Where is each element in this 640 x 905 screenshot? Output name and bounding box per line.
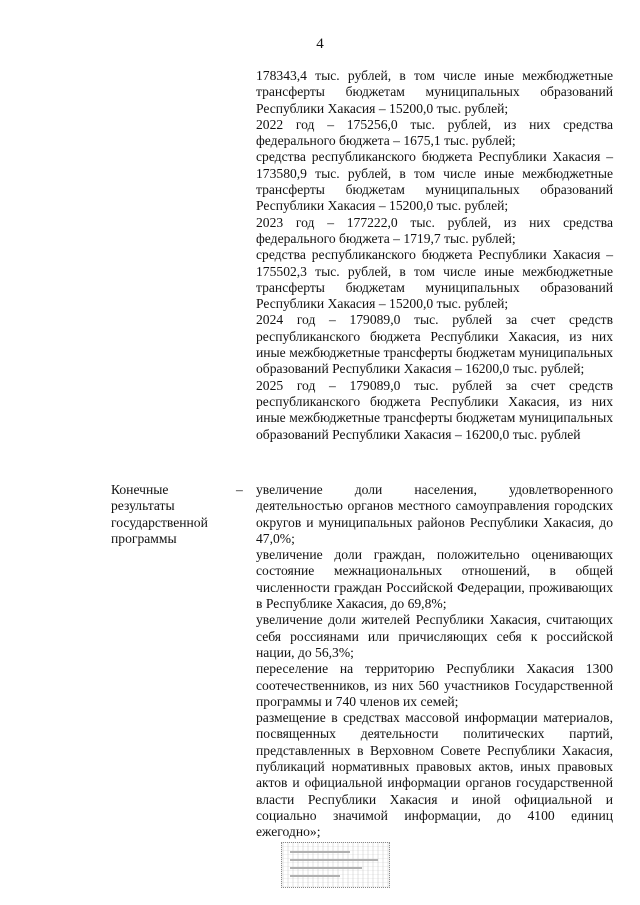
result-item: увеличение доли жителей Республики Хакасия, считающих себя россиянами или причисляющих себя к российской нации, до 56,3%; — [256, 612, 613, 660]
funding-paragraph: 2023 год – 177222,0 тыс. рублей, из них средства федерального бюджета – 1719,7 тыс. рублей; — [256, 214, 613, 246]
funding-paragraph: 2022 год – 175256,0 тыс. рублей, из них средства федерального бюджета – 1675,1 тыс. рублей; — [256, 116, 613, 149]
funding-paragraph: 2024 год – 179089,0 тыс. рублей за счет средств республиканского бюджета Республики Хакасия, из них иные межбюджетные трансферты бюджетам муниципальных образований Республики Хакасия – 16200,0 тыс. рублей; — [256, 312, 613, 377]
funding-paragraph: 178343,4 тыс. рублей, в том числе иные межбюджетные трансферты бюджетам муниципальных образований Республики Хакасия – 15200,0 тыс. рублей; — [256, 68, 613, 116]
results-label: Конечные результаты государственной программы — [111, 482, 208, 546]
page-number: 4 — [316, 36, 324, 52]
result-item: размещение в средствах массовой информации материалов, посвященных деятельности политических партий, представленных в Верховном Совете Республики Хакасия, публикаций нормативных правовых актов, иных правовых актов и официальной информации органов государственной власти Республики Хакасия и иной официальной и социально значимой информации, до 4100 единиц ежегодно»; — [256, 710, 613, 840]
funding-paragraph: 2025 год – 179089,0 тыс. рублей за счет средств республиканского бюджета Республики Хакасия, из них иные межбюджетные трансферты бюджетам муниципальных образований Республики Хакасия – 16200,0 тыс. рублей — [256, 377, 613, 442]
funding-paragraph: средства республиканского бюджета Республики Хакасия – 175502,3 тыс. рублей, в том числе иные межбюджетные трансферты бюджетам муниципальных образований Республики Хакасия – 15200,0 тыс. рублей; — [256, 247, 613, 312]
funding-block — [256, 68, 613, 443]
registration-stamp-image — [281, 842, 390, 888]
results-dash: – — [236, 482, 243, 497]
funding-paragraph: средства республиканского бюджета Республики Хакасия – 173580,9 тыс. рублей, в том числе иные межбюджетные трансферты бюджетам муниципальных образований Республики Хакасия – 15200,0 тыс. рублей; — [256, 149, 613, 214]
results-block — [256, 482, 613, 841]
result-item: переселение на территорию Республики Хакасия 1300 соотечественников, из них 560 участников Государственной программы и 740 членов их семей; — [256, 661, 613, 709]
result-item: увеличение доли граждан, положительно оценивающих состояние межнациональных отношений, в общей численности граждан Российской Федерации, проживающих в Республике Хакасия, до 69,8%; — [256, 547, 613, 612]
result-item: увеличение доли населения, удовлетворенного деятельностью органов местного самоуправления городских округов и муниципальных районов Республики Хакасия, до 47,0%; — [256, 482, 613, 546]
